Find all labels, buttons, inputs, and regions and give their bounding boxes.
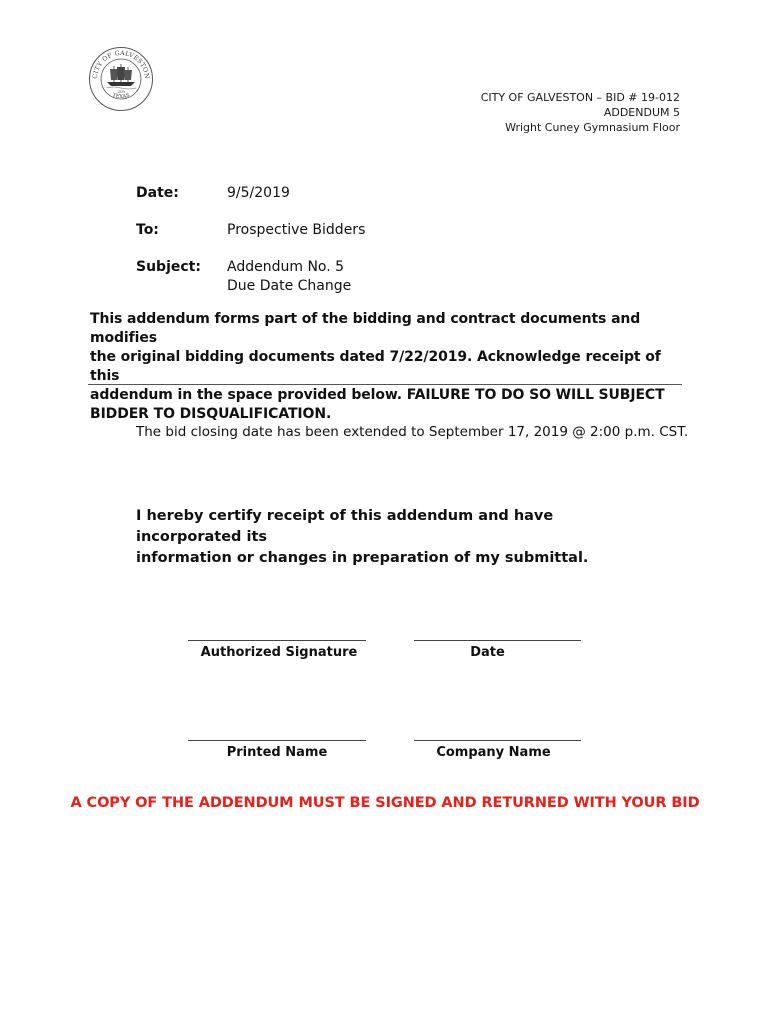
printed-name-line[interactable] bbox=[188, 740, 366, 741]
authorized-signature-label: Authorized Signature bbox=[200, 645, 358, 660]
printed-name-label: Printed Name bbox=[226, 745, 328, 760]
certification-statement bbox=[136, 506, 656, 569]
subject-label: Subject: bbox=[136, 259, 201, 275]
subject-value-line1: Addendum No. 5 bbox=[227, 259, 345, 275]
intro-line: addendum in the space provided below. FAILURE TO DO SO WILL SUBJECT bbox=[90, 387, 665, 403]
company-name-line[interactable] bbox=[414, 740, 581, 741]
header-bid-line: CITY OF GALVESTON – BID # 19-012 bbox=[480, 91, 680, 104]
header-project-line: Wright Cuney Gymnasium Floor bbox=[505, 121, 680, 134]
document-header bbox=[481, 90, 680, 135]
to-value: Prospective Bidders bbox=[227, 222, 366, 238]
section-divider bbox=[88, 384, 682, 385]
authorized-signature-line[interactable] bbox=[188, 640, 366, 641]
date-value: 9/5/2019 bbox=[227, 185, 290, 201]
company-name-label: Company Name bbox=[436, 745, 551, 760]
intro-paragraph bbox=[90, 310, 680, 424]
intro-line: This addendum forms part of the bidding and contract documents and modifies bbox=[90, 311, 641, 346]
header-addendum-line: ADDENDUM 5 bbox=[603, 106, 680, 119]
intro-line: the original bidding documents dated 7/22/2019. Acknowledge receipt of this bbox=[90, 349, 661, 384]
seal-year: 1839 bbox=[116, 90, 126, 94]
date-label: Date: bbox=[136, 185, 179, 201]
seal-top-text: CITY OF GALVESTON bbox=[91, 49, 151, 80]
addendum-body-text: The bid closing date has been extended to September 17, 2019 @ 2:00 p.m. CST. bbox=[136, 424, 689, 440]
date-signature-line[interactable] bbox=[414, 640, 581, 641]
certification-line: information or changes in preparation of my submittal. bbox=[136, 550, 589, 566]
ship-icon bbox=[106, 64, 136, 89]
certification-line: I hereby certify receipt of this addendum and have incorporated its bbox=[136, 508, 554, 545]
to-label: To: bbox=[136, 222, 159, 238]
seal-bottom-text: TEXAS bbox=[111, 92, 131, 101]
date-signature-label: Date bbox=[470, 645, 505, 660]
intro-line: BIDDER TO DISQUALIFICATION. bbox=[90, 406, 332, 422]
return-warning: A COPY OF THE ADDENDUM MUST BE SIGNED AND RETURNED WITH YOUR BID bbox=[70, 795, 700, 811]
subject-value-line2: Due Date Change bbox=[227, 278, 352, 294]
city-seal-logo bbox=[88, 46, 154, 112]
